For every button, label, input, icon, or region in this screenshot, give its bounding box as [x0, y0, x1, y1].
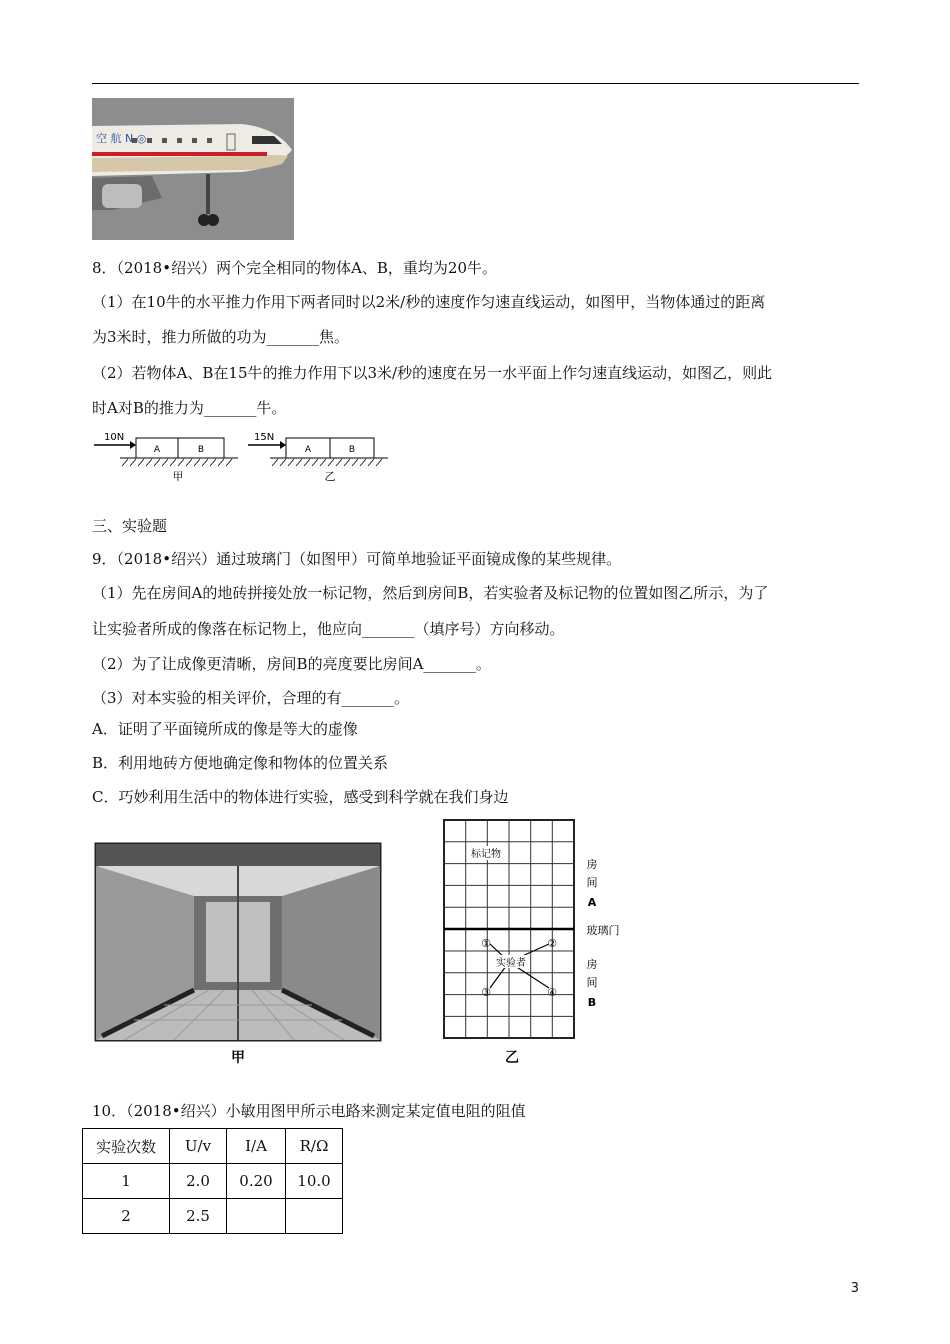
caption-yi: 乙	[324, 470, 336, 483]
force-label-jia: 10N	[104, 432, 125, 443]
room-a-char-2: 间	[586, 876, 598, 889]
marker-label: 标记物	[471, 849, 501, 860]
q9-part1-line1: （1）先在房间A的地砖拼接处放一标记物，然后到房间B，若实验者及标记物的位置如图乙所示，为了	[92, 584, 769, 602]
table-header-cell: I/A	[227, 1129, 286, 1164]
table-cell: 0.20	[227, 1164, 286, 1199]
table-header-row	[83, 1129, 343, 1164]
q9-title: 9．（2018•绍兴）通过玻璃门（如图甲）可简单地验证平面镜成像的某些规律。	[92, 550, 622, 568]
q8-part2-line2: 时A对B的推力为_______牛。	[92, 399, 287, 417]
q9-part3: （3）对本实验的相关评价，合理的有_______。	[92, 689, 410, 707]
force-label-yi: 15N	[254, 432, 275, 443]
caption-yi: 乙	[505, 1050, 519, 1066]
q8-part1-line2: 为3米时，推力所做的功为_______焦。	[92, 328, 350, 346]
q8-part2-line1: （2）若物体A、B在15牛的推力作用下以3米/秒的速度在另一水平面上作匀速直线运动，如图乙，则此	[92, 364, 773, 382]
section-3-title: 三、实验题	[92, 517, 168, 535]
table-header-cell: R/Ω	[286, 1129, 343, 1164]
direction-4: ④	[547, 986, 557, 999]
q9-part1-line2: 让实验者所成的像落在标记物上，他应向_______（填序号）方向移动。	[92, 620, 565, 638]
table-cell: 1	[83, 1164, 170, 1199]
room-a-char-3: A	[587, 896, 597, 909]
q9-figure-yi-grid	[440, 816, 660, 1066]
q8-part1-line1: （1）在10牛的水平推力作用下两者同时以2米/秒的速度作匀速直线运动，如图甲，当物体通过的距离	[92, 293, 766, 311]
experimenter-label: 实验者	[496, 958, 526, 969]
caption-jia: 甲	[172, 470, 184, 483]
room-b-char-3: B	[587, 996, 597, 1009]
q8-figure-yi	[246, 428, 396, 484]
table-cell: 2	[83, 1199, 170, 1234]
block-a-yi: A	[304, 445, 312, 455]
room-b-char-2: 间	[586, 976, 598, 989]
q10-data-table	[82, 1128, 343, 1234]
q9-figure-jia-glass-door	[94, 840, 384, 1066]
q8-title: 8．（2018•绍兴）两个完全相同的物体A、B，重均为20牛。	[92, 259, 498, 277]
room-a-char-1: 房	[586, 858, 598, 871]
direction-3: ③	[481, 986, 491, 999]
q10-title: 10．（2018•绍兴）小敏用图甲所示电路来测定某定值电阻的阻值	[92, 1102, 526, 1120]
room-b-char-1: 房	[586, 958, 598, 971]
direction-1: ①	[481, 937, 491, 950]
svg-text:空 航 N ◎: 空 航 N ◎	[96, 132, 147, 145]
glass-door-label: 玻璃门	[586, 924, 620, 937]
table-cell	[227, 1199, 286, 1234]
block-b-yi: B	[348, 445, 356, 455]
header-rule	[92, 83, 859, 84]
table-row	[83, 1164, 343, 1199]
airplane-photo	[92, 98, 294, 240]
table-cell: 2.5	[170, 1199, 227, 1234]
table-cell: 2.0	[170, 1164, 227, 1199]
table-cell: 10.0	[286, 1164, 343, 1199]
page-number: 3	[850, 1281, 859, 1296]
q9-part2: （2）为了让成像更清晰，房间B的亮度要比房间A_______。	[92, 655, 491, 673]
table-header-cell: 实验次数	[83, 1129, 170, 1164]
caption-jia: 甲	[231, 1050, 245, 1066]
q9-option-c: C．巧妙利用生活中的物体进行实验，感受到科学就在我们身边	[92, 788, 509, 806]
table-cell	[286, 1199, 343, 1234]
block-b-jia: B	[197, 445, 205, 455]
q9-option-a: A．证明了平面镜所成的像是等大的虚像	[92, 720, 358, 738]
table-row	[83, 1199, 343, 1234]
table-header-cell: U/v	[170, 1129, 227, 1164]
q9-option-b: B．利用地砖方便地确定像和物体的位置关系	[92, 754, 389, 772]
direction-2: ②	[547, 937, 557, 950]
block-a-jia: A	[153, 445, 161, 455]
q8-figure-jia	[92, 428, 242, 484]
